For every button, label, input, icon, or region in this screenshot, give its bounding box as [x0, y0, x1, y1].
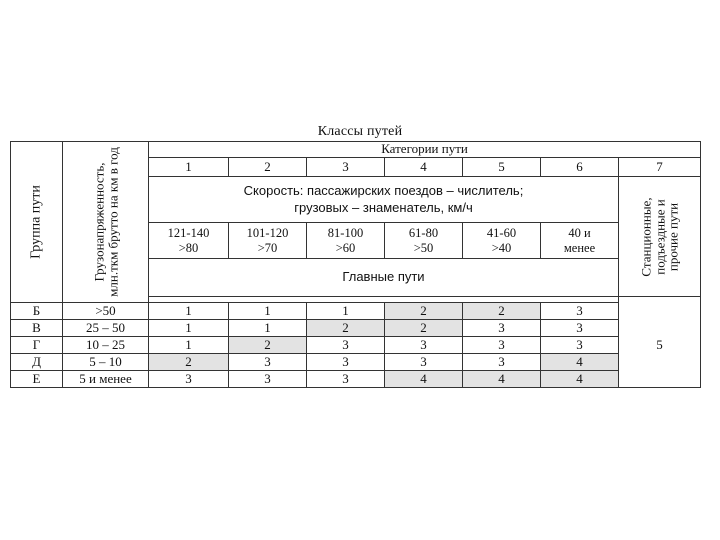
group-cell: Д — [11, 354, 63, 371]
load-cell: 25 – 50 — [63, 320, 149, 337]
speed-freight: >80 — [178, 240, 199, 255]
speed-cell — [149, 223, 229, 259]
class-cell: 4 — [541, 371, 619, 388]
speed-title — [149, 177, 619, 223]
intensity-header-label: Грузонапряженность, млн.ткм брутто на км в год — [90, 147, 120, 297]
speed-cell — [541, 223, 619, 259]
class-cell: 2 — [385, 303, 463, 320]
category-4: 4 — [385, 158, 463, 177]
group-cell: Г — [11, 337, 63, 354]
track-classes-table — [10, 141, 701, 388]
speed-cell — [229, 223, 307, 259]
speed-freight: >40 — [491, 240, 512, 255]
category-5: 5 — [463, 158, 541, 177]
class-cell: 3 — [463, 320, 541, 337]
load-cell: 5 и менее — [63, 371, 149, 388]
table-row — [11, 303, 701, 320]
class-cell: 3 — [307, 337, 385, 354]
speed-passenger: 61-80 — [408, 226, 439, 241]
class-cell: 2 — [463, 303, 541, 320]
speed-title-line1: Скорость: пассажирских поездов – числитель; — [243, 183, 524, 199]
class-cell: 3 — [229, 371, 307, 388]
class-cell: 4 — [385, 371, 463, 388]
speed-passenger: 41-60 — [486, 226, 517, 241]
class-cell: 3 — [149, 371, 229, 388]
class-cell: 3 — [541, 320, 619, 337]
category-7: 7 — [619, 158, 701, 177]
class-cell: 3 — [307, 354, 385, 371]
intensity-header — [63, 142, 149, 303]
speed-passenger: 101-120 — [246, 226, 289, 241]
group-cell: В — [11, 320, 63, 337]
class-cell: 3 — [463, 337, 541, 354]
load-cell: 10 – 25 — [63, 337, 149, 354]
table-row — [11, 320, 701, 337]
speed-cell — [307, 223, 385, 259]
category-2: 2 — [229, 158, 307, 177]
class-cell: 2 — [385, 320, 463, 337]
category-1: 1 — [149, 158, 229, 177]
class-cell: 4 — [541, 354, 619, 371]
class-cell: 4 — [463, 371, 541, 388]
class-cell: 1 — [229, 303, 307, 320]
speed-freight: >60 — [335, 240, 356, 255]
speed-passenger: 121-140 — [167, 226, 210, 241]
station-header-label: Станционные, подъездные и прочие пути — [638, 196, 681, 277]
class-cell: 1 — [149, 320, 229, 337]
load-cell: 5 – 10 — [63, 354, 149, 371]
group-cell: Е — [11, 371, 63, 388]
class-cell: 1 — [307, 303, 385, 320]
group-header — [11, 142, 63, 303]
table-caption: Классы путей — [317, 124, 403, 139]
class-cell: 3 — [307, 371, 385, 388]
speed-passenger: 40 и — [568, 226, 591, 241]
speed-freight: менее — [563, 240, 596, 255]
document-page — [10, 0, 700, 540]
station-header — [619, 177, 701, 297]
class-cell: 3 — [385, 337, 463, 354]
class-cell: 3 — [541, 337, 619, 354]
class-cell: 2 — [307, 320, 385, 337]
categories-title: Категории пути — [149, 142, 701, 158]
speed-cell — [463, 223, 541, 259]
speed-passenger: 81-100 — [327, 226, 364, 241]
table-row — [11, 354, 701, 371]
group-cell: Б — [11, 303, 63, 320]
class-cell: 2 — [229, 337, 307, 354]
category-6: 6 — [541, 158, 619, 177]
table-row — [11, 371, 701, 388]
speed-freight: >50 — [413, 240, 434, 255]
main-ways-label: Главные пути — [149, 259, 619, 297]
class-cell: 3 — [541, 303, 619, 320]
class-cell: 3 — [229, 354, 307, 371]
category-3: 3 — [307, 158, 385, 177]
table-row — [11, 337, 701, 354]
class-cell: 3 — [385, 354, 463, 371]
class-cell: 1 — [149, 303, 229, 320]
class-cell: 1 — [149, 337, 229, 354]
group-header-label: Группа пути — [28, 185, 44, 259]
speed-freight: >70 — [257, 240, 278, 255]
class-cell: 3 — [463, 354, 541, 371]
class-cell: 2 — [149, 354, 229, 371]
speed-title-line2: грузовых – знаменатель, км/ч — [294, 199, 473, 215]
speed-cell — [385, 223, 463, 259]
station-class-cell: 5 — [619, 303, 701, 388]
class-cell: 1 — [229, 320, 307, 337]
load-cell: >50 — [63, 303, 149, 320]
